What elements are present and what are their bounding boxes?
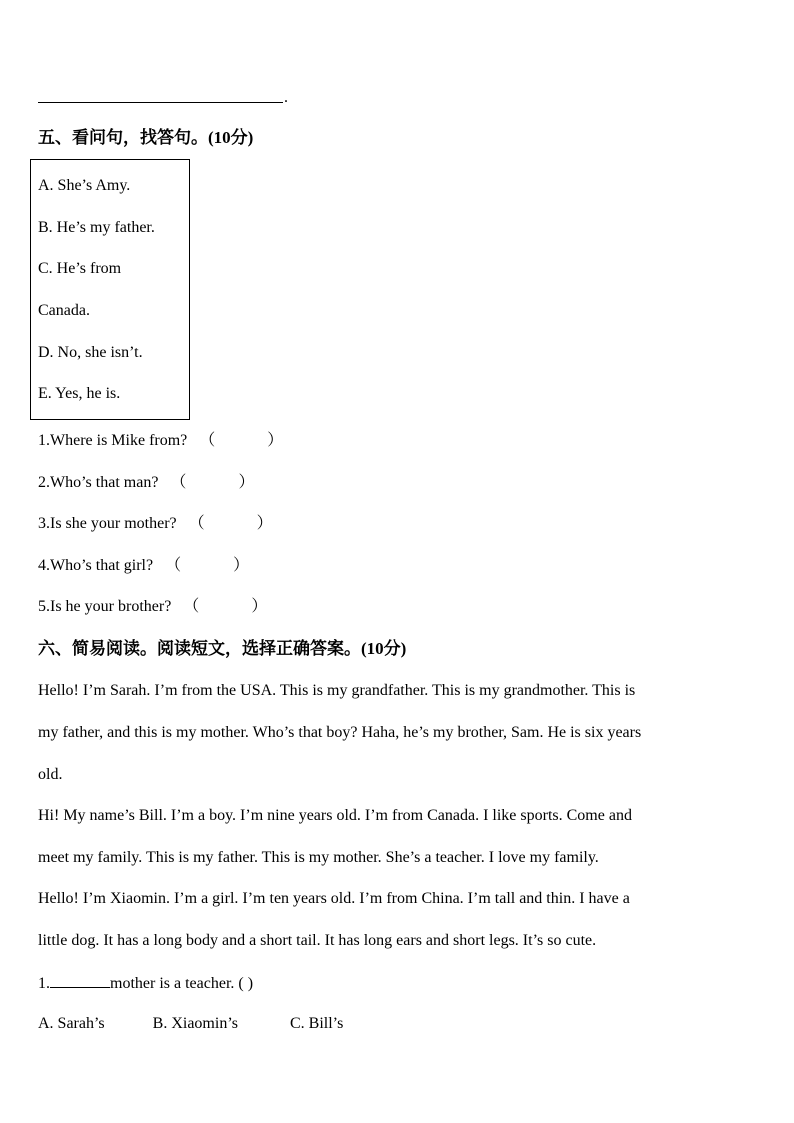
options-box [30,159,190,420]
question-3-paren-close: ） [256,515,273,532]
reading-question-1-stem: mother is a teacher. ( ) [110,975,254,992]
question-1-paren-close: ） [267,432,284,449]
question-5 [38,597,267,617]
choice-a[interactable]: A. Sarah’s [38,1015,105,1032]
question-5-paren-open: （ [183,598,200,615]
question-4-text: 4.Who’s that girl? [38,557,154,574]
option-d: D. No, she isn’t. [38,344,143,361]
passage-line: my father, and this is my mother. Who’s that boy? Haha, he’s my brother, Sam. He is six years [38,724,642,741]
reading-question-1 [38,973,253,994]
passage-line: little dog. It has a long body and a short tail. It has long ears and short legs. It’s so cute. [38,932,597,949]
option-e: E. Yes, he is. [38,385,121,402]
option-b: B. He’s my father. [38,219,155,236]
question-4-paren-open: （ [165,557,182,574]
question-3-text: 3.Is she your mother? [38,515,177,532]
question-4 [38,556,249,576]
choice-c[interactable]: C. Bill’s [290,1015,344,1032]
passage-line: old. [38,766,63,783]
question-2-text: 2.Who’s that man? [38,474,159,491]
option-a: A. She’s Amy. [38,177,131,194]
section5-heading: 五、看问句，找答句。(10分) [38,128,254,147]
question-1-text: 1.Where is Mike from? [38,432,188,449]
option-c: C. He’s from [38,260,122,277]
question-5-paren-close: ） [251,598,268,615]
section6-heading: 六、简易阅读。阅读短文，选择正确答案。(10分) [38,639,407,658]
passage-line: Hi! My name’s Bill. I’m a boy. I’m nine years old. I’m from Canada. I like sports. Come and [38,807,632,824]
passage-line: Hello! I’m Sarah. I’m from the USA. This is my grandfather. This is my grandmother. This is [38,682,636,699]
question-5-text: 5.Is he your brother? [38,598,172,615]
question-3 [38,514,273,534]
answer-blank-line[interactable] [38,102,283,103]
reading-question-1-choices [38,1014,343,1034]
question-1-paren-open: （ [199,432,216,449]
passage-line: Hello! I’m Xiaomin. I’m a girl. I’m ten years old. I’m from China. I’m tall and thin. I have a [38,890,630,907]
question-2 [38,473,254,493]
question-4-paren-close: ） [233,557,250,574]
question-2-paren-close: ） [238,474,255,491]
reading-question-1-number: 1. [38,975,50,992]
reading-question-1-blank[interactable] [50,973,110,988]
question-2-paren-open: （ [170,474,187,491]
option-c-continued: Canada. [38,302,90,319]
question-1 [38,431,283,451]
passage-line: meet my family. This is my father. This is my mother. She’s a teacher. I love my family. [38,849,599,866]
question-3-paren-open: （ [188,515,205,532]
answer-blank-period: . [284,89,288,106]
choice-b[interactable]: B. Xiaomin’s [152,1015,238,1032]
